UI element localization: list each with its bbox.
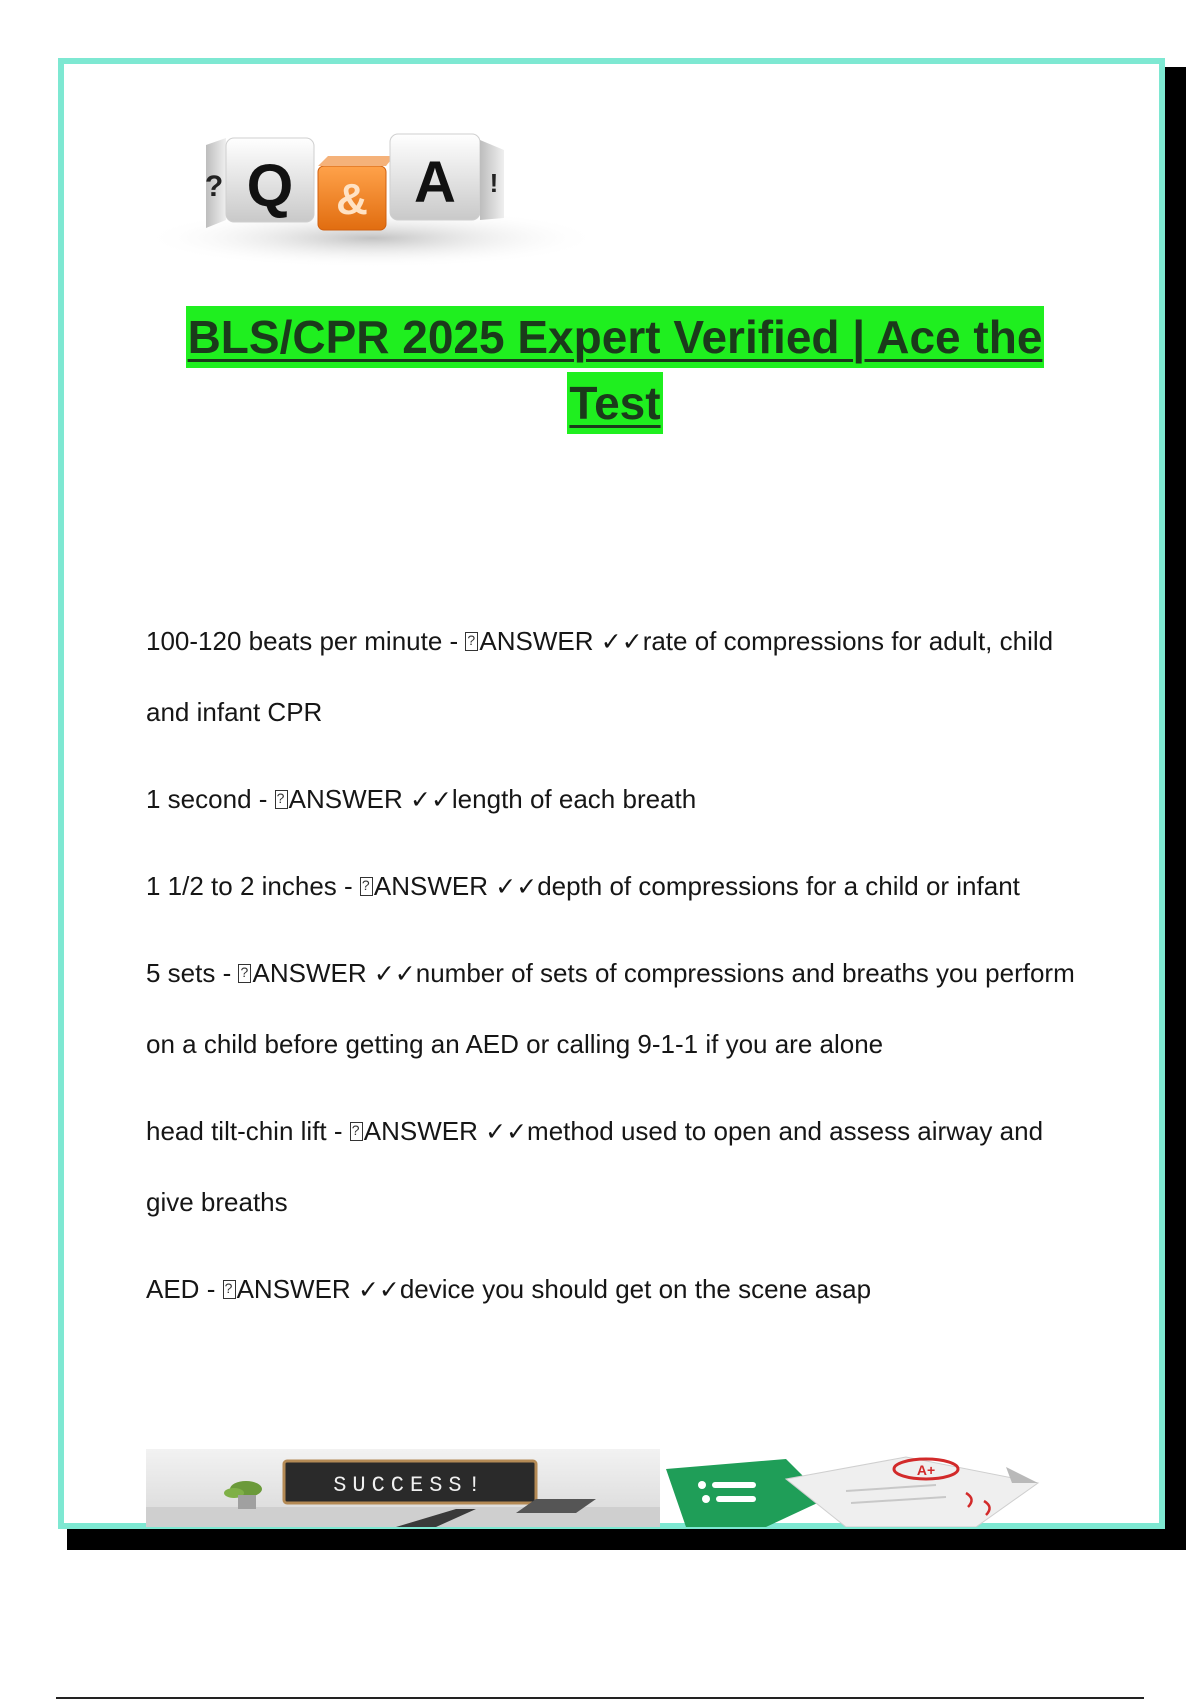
answer-label: ANSWER [252, 958, 367, 988]
answer-label: ANSWER [373, 871, 489, 901]
answer-label: ANSWER [236, 1274, 351, 1304]
qa-definition: method used to open and assess airway and give breaths [146, 1116, 1044, 1217]
double-check-icon: ✓✓ [485, 1117, 528, 1146]
qa-term: head tilt-chin lift [146, 1116, 327, 1146]
qa-item: 5 sets - ?ANSWER ✓✓number of sets of compressions and breaths you perform on a child before getting an AED or calling 9-1-1 if you are alone [146, 938, 1086, 1080]
footer-rule [56, 1697, 1144, 1699]
qa-item: 100-120 beats per minute - ?ANSWER ✓✓rate of compressions for adult, child and infant CPR [146, 606, 1086, 748]
a-die [390, 134, 504, 220]
missing-glyph-icon [275, 790, 288, 809]
qa-definition: length of each breath [451, 784, 697, 814]
qa-term: 5 sets [146, 958, 216, 988]
q-letter: Q [246, 152, 294, 219]
qa-definition: number of sets of compressions and breaths you perform on a child before getting an AED or calling 9-1-1 if you are alone [146, 958, 1075, 1059]
graded-paper-image [666, 1457, 1038, 1527]
qa-term: AED [146, 1274, 200, 1304]
qa-definition: rate of compressions for adult, child and infant CPR [146, 626, 1054, 727]
qa-item: 1 second - ?ANSWER ✓✓length of each breath [146, 764, 1086, 835]
double-check-icon: ✓✓ [410, 785, 452, 814]
title-line-1: BLS/CPR 2025 Expert Verified | Ace the [186, 306, 1045, 368]
qa-item: AED - ?ANSWER ✓✓device you should get on the scene asap [146, 1254, 1086, 1325]
double-check-icon: ✓✓ [600, 627, 643, 656]
q-die [205, 138, 314, 228]
title-line-2: Test [567, 372, 662, 434]
missing-glyph-icon [223, 1280, 236, 1299]
missing-glyph-icon [465, 632, 478, 651]
q-die-side-mark: ? [204, 170, 224, 203]
chalkboard-sign [284, 1461, 536, 1503]
double-check-icon: ✓✓ [357, 1275, 400, 1304]
success-text: SUCCESS! [333, 1473, 487, 1498]
qa-definition: depth of compressions for a child or infant [537, 871, 1020, 901]
answer-label: ANSWER [288, 784, 403, 814]
grade-mark: A+ [916, 1462, 936, 1478]
double-check-icon: ✓✓ [495, 872, 538, 901]
success-desk-image [146, 1449, 660, 1527]
bottom-decor-images [146, 1449, 1066, 1527]
answer-label: ANSWER [363, 1116, 478, 1146]
qa-list [146, 606, 1086, 1341]
a-die-side-mark: ! [489, 168, 499, 198]
missing-glyph-icon [238, 964, 251, 983]
q-and-a-dice-icon [146, 110, 598, 270]
document-title [120, 306, 1110, 438]
missing-glyph-icon [360, 877, 373, 896]
amp-symbol: & [336, 175, 368, 224]
missing-glyph-icon [350, 1122, 363, 1141]
qa-item: head tilt-chin lift - ?ANSWER ✓✓method used to open and assess airway and give breaths [146, 1096, 1086, 1238]
double-check-icon: ✓✓ [373, 959, 416, 988]
qa-item: 1 1/2 to 2 inches - ?ANSWER ✓✓depth of compressions for a child or infant [146, 851, 1086, 922]
qa-definition: device you should get on the scene asap [399, 1274, 872, 1304]
answer-label: ANSWER [479, 626, 594, 656]
amp-die [318, 156, 394, 230]
a-letter: A [414, 150, 456, 215]
qa-term: 1 1/2 to 2 inches [146, 871, 337, 901]
qa-term: 1 second [146, 784, 252, 814]
qa-term: 100-120 beats per minute [146, 626, 443, 656]
